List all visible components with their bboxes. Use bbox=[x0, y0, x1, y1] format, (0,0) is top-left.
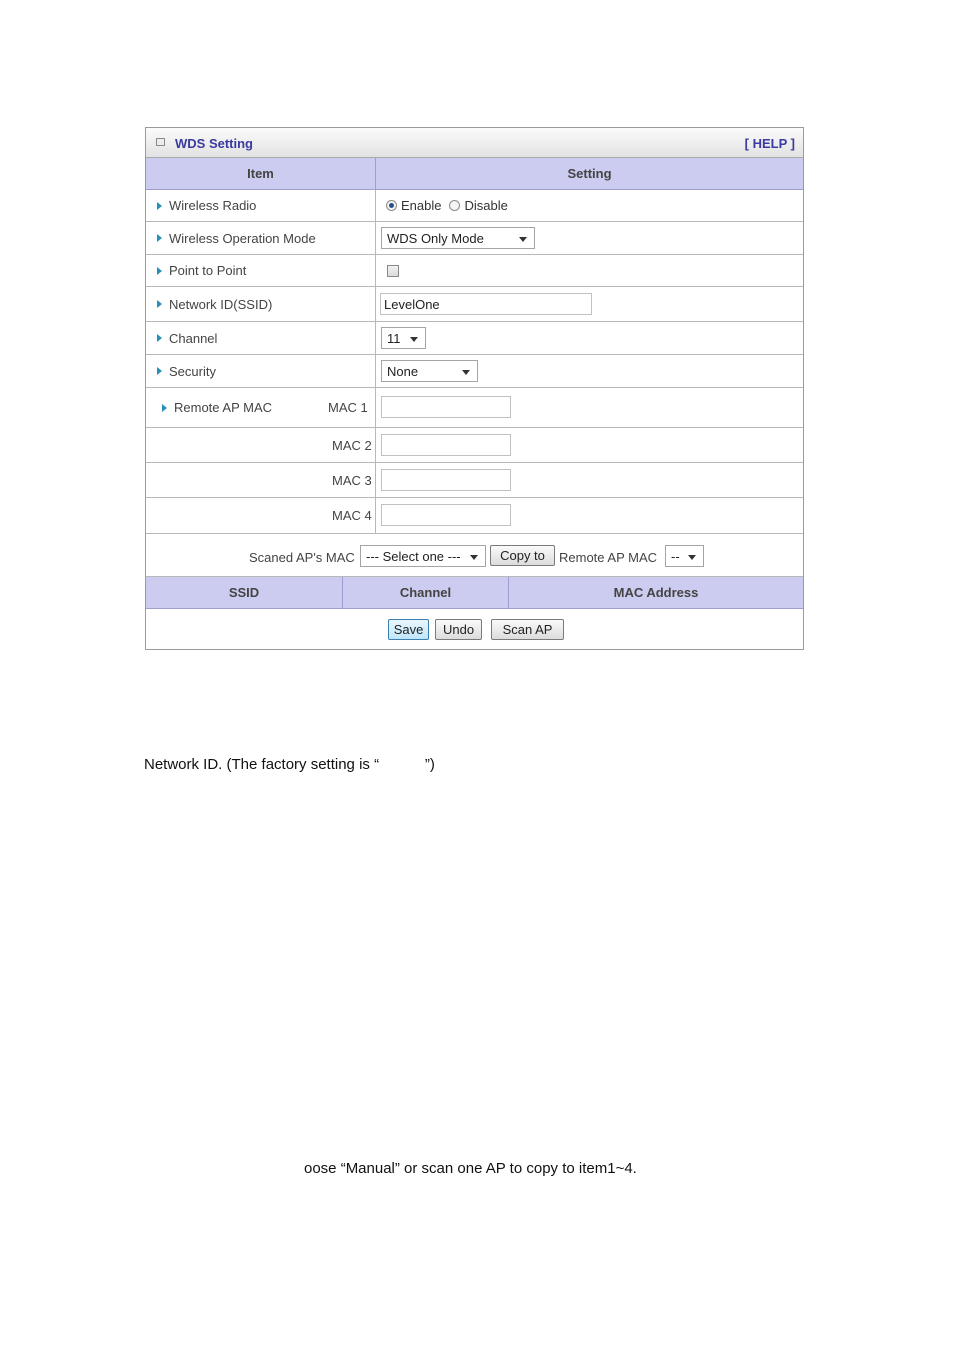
bullet-arrow-icon bbox=[157, 234, 162, 242]
doc-text-network-id: Network ID. (The factory setting is “ ”) bbox=[144, 756, 435, 773]
row-point-to-point bbox=[146, 255, 803, 287]
panel-title-bar bbox=[146, 128, 803, 158]
table-header bbox=[146, 158, 803, 190]
action-buttons-row bbox=[146, 609, 803, 649]
mac-1-input[interactable] bbox=[381, 396, 511, 418]
bullet-arrow-icon bbox=[157, 334, 162, 342]
security-label: Security bbox=[169, 363, 216, 379]
bullet-arrow-icon bbox=[157, 267, 162, 275]
wireless-radio-label: Wireless Radio bbox=[169, 198, 257, 213]
mac-3-input[interactable] bbox=[381, 469, 511, 491]
row-ssid bbox=[146, 287, 803, 322]
row-operation-mode bbox=[146, 222, 803, 255]
security-select[interactable] bbox=[381, 360, 478, 382]
bullet-arrow-icon bbox=[157, 202, 162, 210]
remote-ap-target-value: -- bbox=[671, 548, 680, 564]
ssid-label: Network ID(SSID) bbox=[169, 296, 273, 312]
channel-value: 11 bbox=[387, 330, 401, 346]
scanned-ap-value: --- Select one --- bbox=[366, 548, 461, 564]
mac-2-label: MAC 2 bbox=[332, 438, 372, 453]
mac-1-label: MAC 1 bbox=[328, 400, 368, 415]
scanned-ap-select[interactable] bbox=[360, 545, 486, 567]
disable-radio[interactable] bbox=[449, 200, 460, 211]
header-setting: Setting bbox=[567, 166, 612, 181]
bullet-arrow-icon bbox=[157, 367, 162, 375]
row-mac-1 bbox=[146, 388, 803, 428]
bullet-arrow-icon bbox=[162, 404, 167, 412]
chevron-down-icon bbox=[688, 555, 696, 560]
header-ssid: SSID bbox=[228, 585, 260, 600]
operation-mode-value: WDS Only Mode bbox=[387, 230, 484, 246]
ssid-input[interactable]: LevelOne bbox=[380, 293, 592, 315]
mac-4-input[interactable] bbox=[381, 504, 511, 526]
mac-2-input[interactable] bbox=[381, 434, 511, 456]
header-mac-address: MAC Address bbox=[613, 585, 699, 600]
doc-text-manual: oose “Manual” or scan one AP to copy to item1~4. bbox=[304, 1160, 637, 1177]
chevron-down-icon bbox=[410, 337, 418, 342]
row-security bbox=[146, 355, 803, 388]
channel-label: Channel bbox=[169, 330, 218, 346]
disable-label: Disable bbox=[464, 198, 508, 213]
panel-title: WDS Setting bbox=[175, 136, 253, 151]
enable-label: Enable bbox=[401, 198, 442, 213]
point-to-point-label: Point to Point bbox=[169, 263, 247, 278]
row-scan-copy bbox=[146, 534, 803, 577]
operation-mode-label: Wireless Operation Mode bbox=[169, 230, 316, 246]
channel-select[interactable] bbox=[381, 327, 426, 349]
remote-ap-target-select[interactable] bbox=[665, 545, 704, 567]
scan-ap-button[interactable]: Scan AP bbox=[491, 619, 564, 640]
row-mac-2 bbox=[146, 428, 803, 463]
undo-button[interactable]: Undo bbox=[435, 619, 482, 640]
help-link[interactable]: [ HELP ] bbox=[744, 136, 795, 151]
header-channel: Channel bbox=[399, 585, 452, 600]
panel-icon bbox=[156, 138, 165, 146]
chevron-down-icon bbox=[470, 555, 478, 560]
scanned-ap-mac-label: Scaned AP's MAC bbox=[249, 550, 355, 565]
save-button[interactable]: Save bbox=[388, 619, 429, 640]
scan-results-header bbox=[146, 577, 803, 609]
bullet-arrow-icon bbox=[157, 300, 162, 308]
copy-to-button[interactable]: Copy to bbox=[490, 545, 555, 566]
wds-setting-panel bbox=[145, 127, 804, 650]
remote-ap-mac-label: Remote AP MAC bbox=[174, 400, 273, 415]
chevron-down-icon bbox=[462, 370, 470, 375]
mac-3-label: MAC 3 bbox=[332, 473, 372, 488]
header-item: Item bbox=[247, 166, 274, 181]
row-mac-3 bbox=[146, 463, 803, 498]
point-to-point-checkbox[interactable] bbox=[387, 265, 399, 277]
remote-ap-mac-target-label: Remote AP MAC bbox=[559, 550, 658, 565]
chevron-down-icon bbox=[519, 237, 527, 242]
row-channel bbox=[146, 322, 803, 355]
operation-mode-select[interactable] bbox=[381, 227, 535, 249]
row-wireless-radio bbox=[146, 190, 803, 222]
row-mac-4 bbox=[146, 498, 803, 534]
enable-radio[interactable] bbox=[386, 200, 397, 211]
mac-4-label: MAC 4 bbox=[332, 508, 372, 523]
security-value: None bbox=[387, 363, 419, 379]
